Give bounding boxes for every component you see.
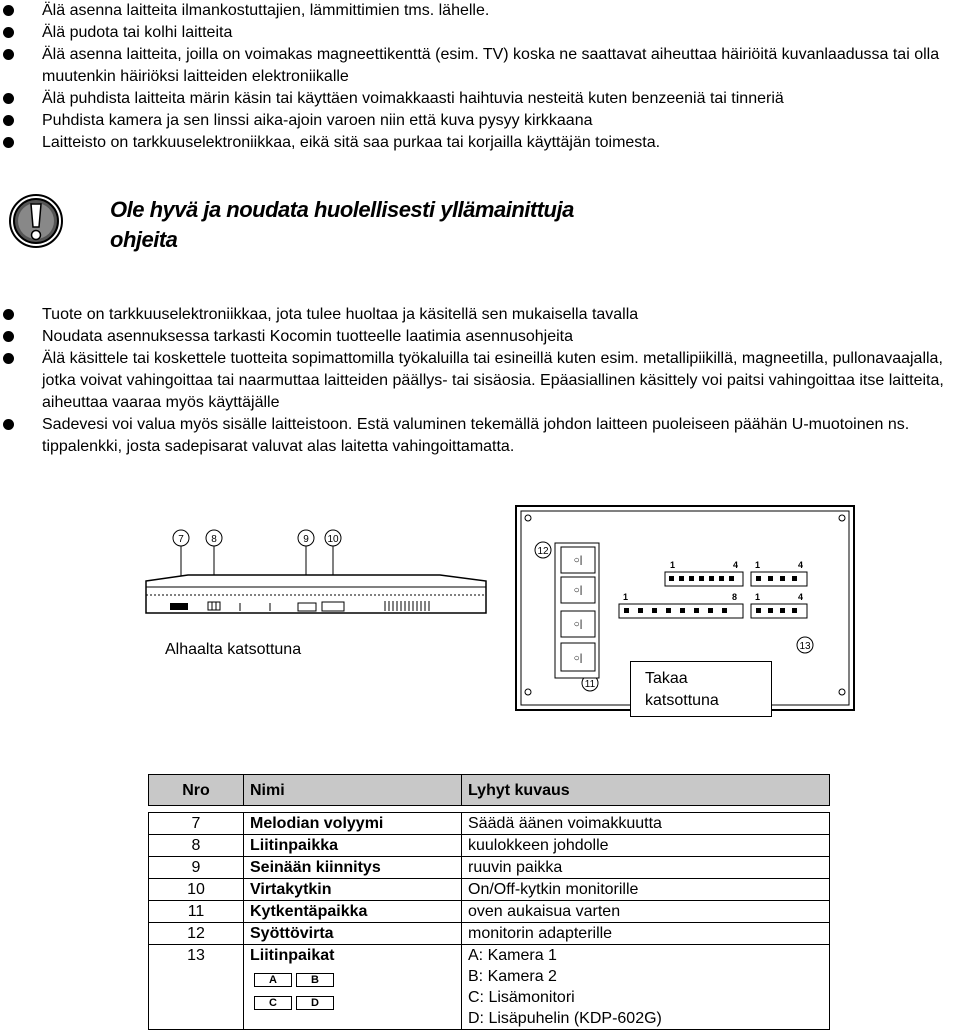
list-item: Sadevesi voi valua myös sisälle laitteistoon. Estä valuminen tekemällä johdon laitteen puoleiseen päähän U-muotoinen ns. tippalenkki, josta sadepisarat valuvat alas laitetta vahingoittamatta. bbox=[0, 414, 960, 458]
list-item: Älä käsittele tai koskettele tuotteita sopimattomilla työkaluilla tai esineillä kuten esim. metallipiikillä, magneetilla, pullonavaajalla, jotka voivat vahingoittaa tai naarmuttaa laitteiden päällys- tai sisäosia. Epäasiallinen käsittely voi paitsi vahingoittaa itse laitteita, aiheuttaa vaaraa myös käyttäjälle bbox=[0, 348, 960, 414]
svg-text:○|: ○| bbox=[573, 585, 583, 596]
bottom-view-diagram bbox=[140, 523, 490, 623]
svg-text:4: 4 bbox=[798, 592, 804, 602]
callout-13: 13 bbox=[799, 641, 811, 652]
header-kuvaus: Lyhyt kuvaus bbox=[462, 775, 830, 806]
svg-text:8: 8 bbox=[732, 592, 738, 602]
warning-list-top bbox=[0, 0, 960, 154]
warning-list-bottom bbox=[0, 304, 960, 458]
svg-text:○|: ○| bbox=[573, 653, 583, 664]
bullet-icon bbox=[3, 137, 14, 148]
bullet-icon bbox=[3, 93, 14, 104]
svg-text:1: 1 bbox=[670, 560, 676, 570]
table-row: 7 Melodian volyymi Säädä äänen voimakkuutta bbox=[149, 813, 830, 835]
list-item: Tuote on tarkkuuselektroniikkaa, jota tulee huoltaa ja käsitellä sen mukaisella tavalla bbox=[0, 304, 960, 326]
table-header-row bbox=[149, 775, 830, 806]
bullet-icon bbox=[3, 353, 14, 364]
svg-text:○|: ○| bbox=[573, 555, 583, 566]
list-item: Älä pudota tai kolhi laitteita bbox=[0, 22, 960, 44]
bullet-icon bbox=[3, 331, 14, 342]
list-item: Älä asenna laitteita ilmankostuttajien, lämmittimien tms. lähelle. bbox=[0, 0, 960, 22]
bullet-icon bbox=[3, 115, 14, 126]
bullet-icon bbox=[3, 309, 14, 320]
svg-text:1: 1 bbox=[755, 592, 761, 602]
table-row: 12 Syöttövirta monitorin adapterille bbox=[149, 923, 830, 945]
callout-7: 7 bbox=[178, 534, 184, 545]
svg-text:4: 4 bbox=[733, 560, 739, 570]
connector-a: A bbox=[254, 973, 292, 987]
warning-exclamation-icon bbox=[8, 193, 64, 249]
bullet-icon bbox=[3, 419, 14, 430]
bullet-icon bbox=[3, 5, 14, 16]
svg-text:1: 1 bbox=[623, 592, 629, 602]
list-item: Laitteisto on tarkkuuselektroniikkaa, eikä sitä saa purkaa tai korjailla käyttäjän toimesta. bbox=[0, 132, 960, 154]
header-nro: Nro bbox=[149, 775, 244, 806]
list-item: Älä asenna laitteita, joilla on voimakas magneettikenttä (esim. TV) koska ne saattavat aiheuttaa häiriöitä kuvanlaadussa tai olla muutenkin häiriöksi laitteiden elektroniikalle bbox=[0, 44, 960, 88]
bullet-icon bbox=[3, 27, 14, 38]
svg-text:1: 1 bbox=[755, 560, 761, 570]
page-heading: Ole hyvä ja noudata huolellisesti yllämainittuja ohjeita bbox=[110, 197, 574, 252]
list-item: Älä puhdista laitteita märin käsin tai käyttäen voimakkaasti haihtuvia nesteitä kuten benzeeniä tai tinneriä bbox=[0, 88, 960, 110]
callout-8: 8 bbox=[211, 534, 217, 545]
connector-b: B bbox=[296, 973, 334, 987]
table-row: 10 Virtakytkin On/Off-kytkin monitorille bbox=[149, 879, 830, 901]
callout-10: 10 bbox=[327, 534, 339, 545]
table-row: 13 Liitinpaikat A B C D A: Kamera 1 B: Kamera 2 C: Lisämonitori D: Lisäpuhelin (KDP-602G) bbox=[149, 945, 830, 1030]
header-nimi: Nimi bbox=[244, 775, 462, 806]
bullet-icon bbox=[3, 49, 14, 60]
list-item: Noudata asennuksessa tarkasti Kocomin tuotteelle laatimia asennusohjeita bbox=[0, 326, 960, 348]
svg-text:○|: ○| bbox=[573, 619, 583, 630]
connector-c: C bbox=[254, 996, 292, 1010]
back-view-caption: Takaa katsottuna bbox=[630, 661, 772, 717]
table-row: 11 Kytkentäpaikka oven aukaisua varten bbox=[149, 901, 830, 923]
bottom-view-caption: Alhaalta katsottuna bbox=[165, 641, 302, 658]
table-row: 9 Seinään kiinnitys ruuvin paikka bbox=[149, 857, 830, 879]
connector-boxes bbox=[250, 968, 455, 1014]
parts-table bbox=[148, 774, 830, 1030]
callout-9: 9 bbox=[303, 534, 309, 545]
callout-11: 11 bbox=[584, 679, 596, 690]
table-row: 8 Liitinpaikka kuulokkeen johdolle bbox=[149, 835, 830, 857]
svg-text:4: 4 bbox=[798, 560, 804, 570]
list-item: Puhdista kamera ja sen linssi aika-ajoin varoen niin että kuva pysyy kirkkaana bbox=[0, 110, 960, 132]
callout-12: 12 bbox=[537, 546, 549, 557]
connector-d: D bbox=[296, 996, 334, 1010]
